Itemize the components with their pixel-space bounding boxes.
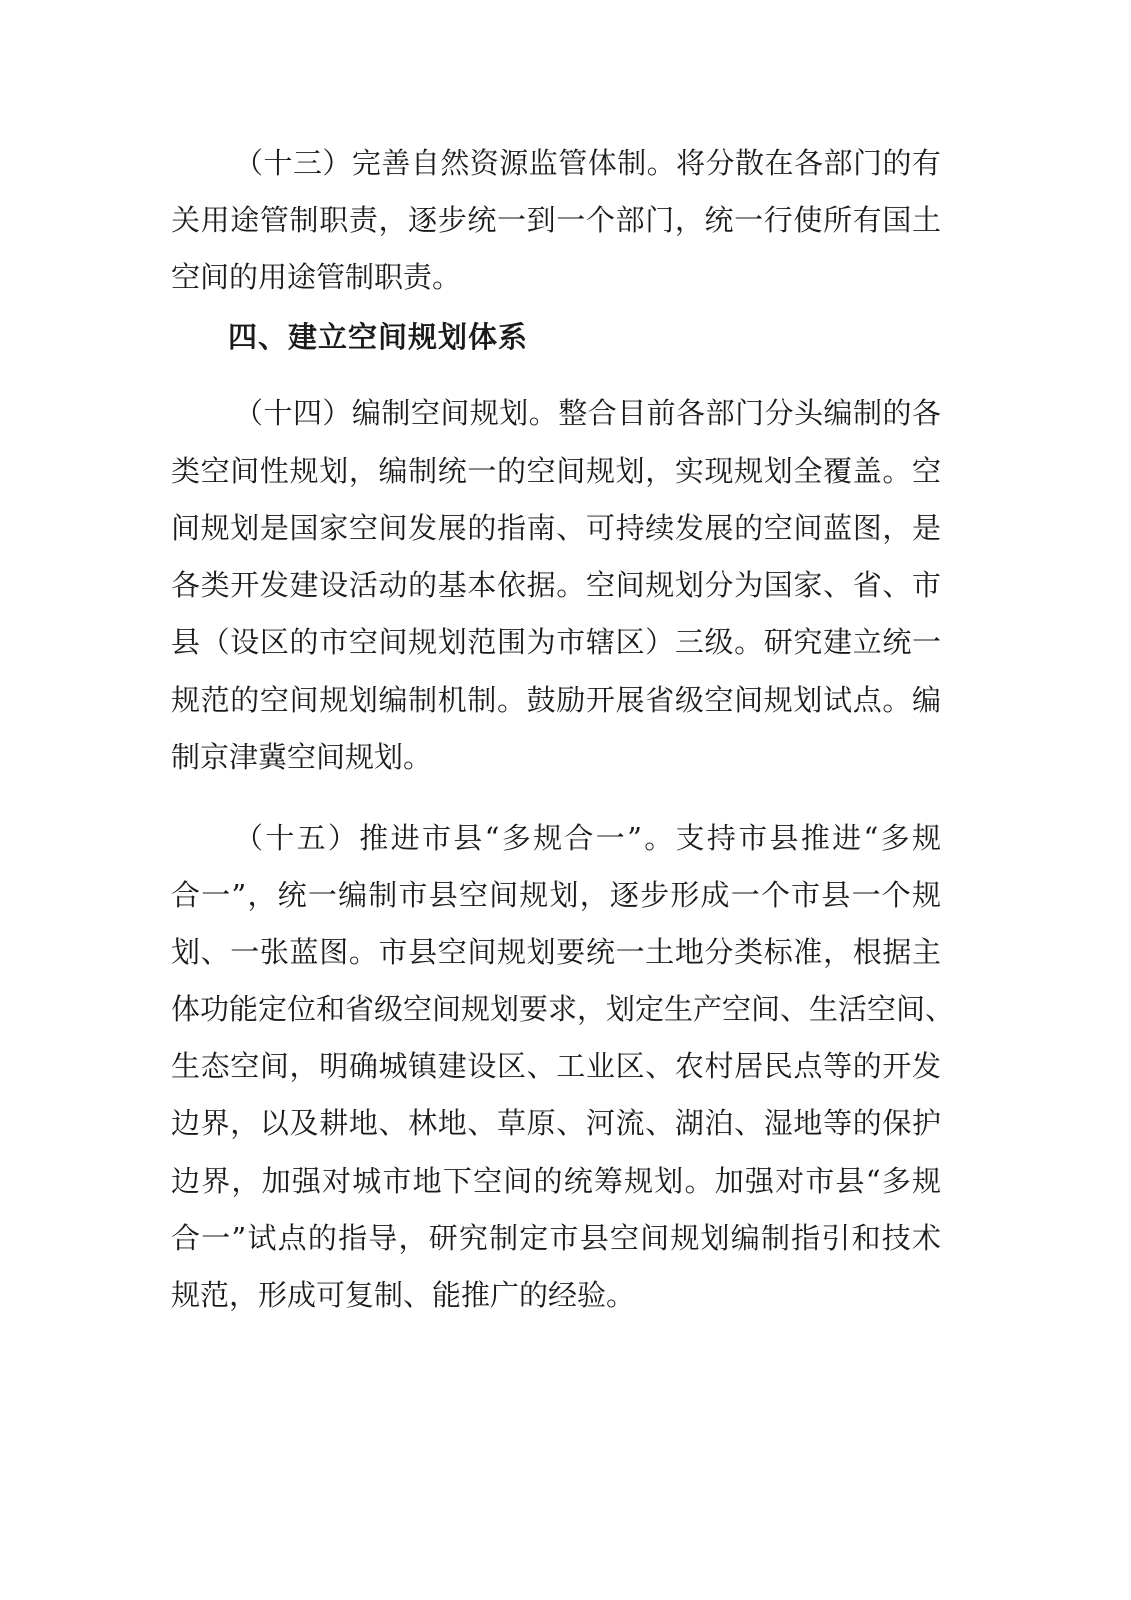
paragraph-15-line-8: 合一”试点的指导，研究制定市县空间规划编制指引和技术 bbox=[171, 1221, 941, 1255]
paragraph-14-line-7: 制京津冀空间规划。 bbox=[171, 740, 433, 774]
paragraph-15-line-4: 体功能定位和省级空间规划要求，划定生产空间、生活空间、 bbox=[171, 992, 955, 1026]
paragraph-15-line-7: 边界，加强对城市地下空间的统筹规划。加强对市县“多规 bbox=[171, 1164, 941, 1198]
paragraph-15-line-5: 生态空间，明确城镇建设区、工业区、农村居民点等的开发 bbox=[171, 1049, 941, 1083]
paragraph-15-line-2: 合一”，统一编制市县空间规划，逐步形成一个市县一个规 bbox=[171, 878, 941, 912]
paragraph-14-line-4: 各类开发建设活动的基本依据。空间规划分为国家、省、市 bbox=[171, 568, 941, 602]
section-heading-4: 四、建立空间规划体系 bbox=[228, 320, 529, 354]
paragraph-14-line-6: 规范的空间规划编制机制。鼓励开展省级空间规划试点。编 bbox=[171, 683, 941, 717]
paragraph-15-line-9: 规范，形成可复制、能推广的经验。 bbox=[171, 1278, 636, 1312]
paragraph-14-line-1: （十四）编制空间规划。整合目前各部门分头编制的各 bbox=[234, 396, 941, 430]
paragraph-15-line-6: 边界，以及耕地、林地、草原、河流、湖泊、湿地等的保护 bbox=[171, 1106, 941, 1140]
paragraph-14-line-2: 类空间性规划，编制统一的空间规划，实现规划全覆盖。空 bbox=[171, 454, 941, 488]
paragraph-14-line-3: 间规划是国家空间发展的指南、可持续发展的空间蓝图，是 bbox=[171, 511, 941, 545]
paragraph-15-line-3: 划、一张蓝图。市县空间规划要统一土地分类标准，根据主 bbox=[171, 935, 941, 969]
paragraph-13-line-1: （十三）完善自然资源监管体制。将分散在各部门的有 bbox=[234, 146, 941, 180]
paragraph-13-line-2: 关用途管制职责，逐步统一到一个部门，统一行使所有国土 bbox=[171, 203, 941, 237]
paragraph-15-line-1: （十五）推进市县“多规合一”。支持市县推进“多规 bbox=[234, 821, 941, 855]
paragraph-13-line-3: 空间的用途管制职责。 bbox=[171, 260, 462, 294]
paragraph-14-line-5: 县（设区的市空间规划范围为市辖区）三级。研究建立统一 bbox=[171, 625, 941, 659]
